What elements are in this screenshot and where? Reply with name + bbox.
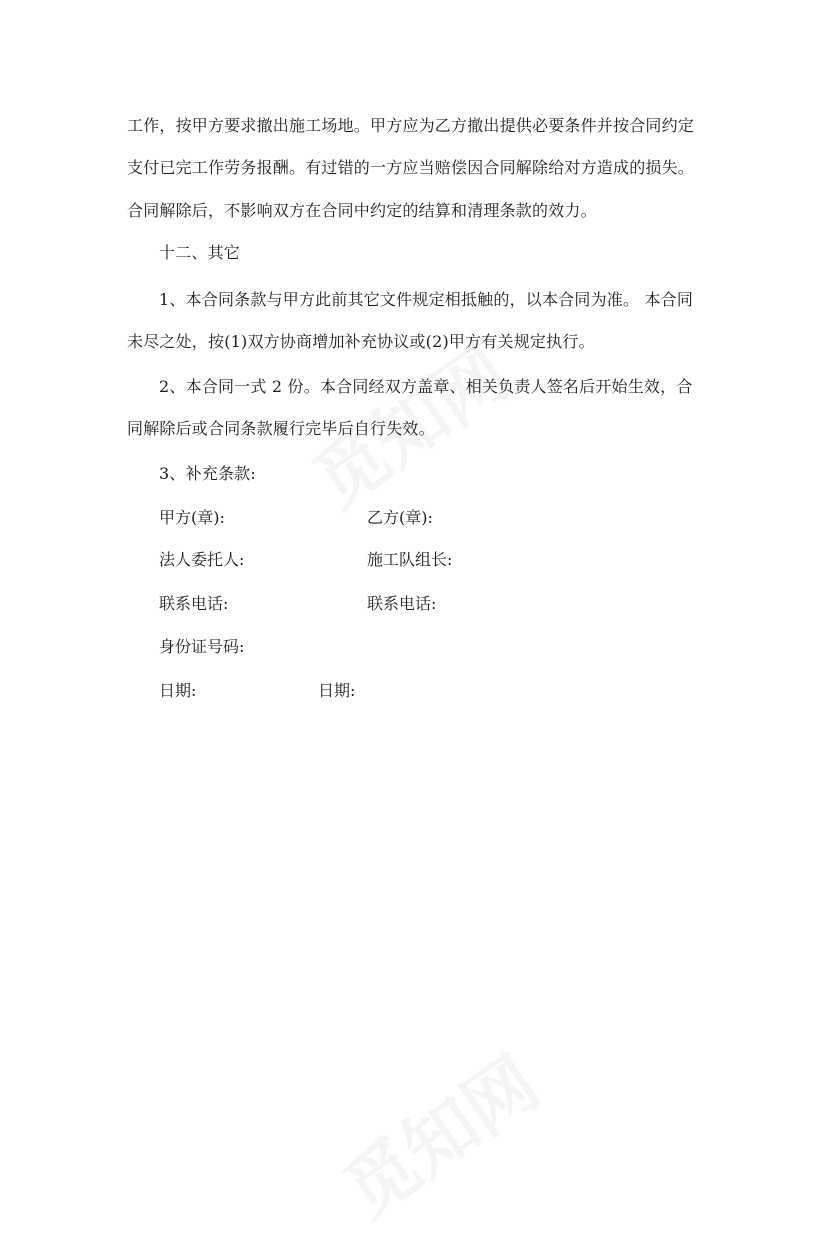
clause-2-line-1: 2、本合同一式 2 份。本合同经双方盖章、相关负责人签名后开始生效，合 xyxy=(159,377,693,396)
clause-3: 3、补充条款: xyxy=(159,464,256,483)
paragraph-line: 合同解除后，不影响双方在合同中约定的结算和清理条款的效力。 xyxy=(127,201,597,220)
watermark xyxy=(320,1027,557,1236)
party-b-seal-label: 乙方(章): xyxy=(367,508,433,527)
party-a-seal-label: 甲方(章): xyxy=(159,508,225,527)
paragraph-line: 支付已完工作劳务报酬。有过错的一方应当赔偿因合同解除给对方造成的损失。 xyxy=(127,158,695,177)
party-a-date-label: 日期: xyxy=(159,681,197,700)
clause-1-line-2: 未尽之处，按(1)双方协商增加补充协议或(2)甲方有关规定执行。 xyxy=(127,332,595,351)
clause-1-line-1: 1、本合同条款与甲方此前其它文件规定相抵触的，以本合同为准。 本合同 xyxy=(159,290,694,309)
party-b-date-label: 日期: xyxy=(318,681,356,700)
id-number-label: 身份证号码: xyxy=(159,637,245,656)
party-a-phone-label: 联系电话: xyxy=(159,594,229,613)
clause-2-line-2: 同解除后或合同条款履行完毕后自行失效。 xyxy=(127,419,435,438)
legal-representative-label: 法人委托人: xyxy=(159,550,245,569)
paragraph-line: 工作，按甲方要求撤出施工场地。甲方应为乙方撤出提供必要条件并按合同约定 xyxy=(127,116,695,135)
section-title: 十二、其它 xyxy=(159,243,241,262)
party-b-phone-label: 联系电话: xyxy=(367,594,437,613)
team-leader-label: 施工队组长: xyxy=(367,550,453,569)
